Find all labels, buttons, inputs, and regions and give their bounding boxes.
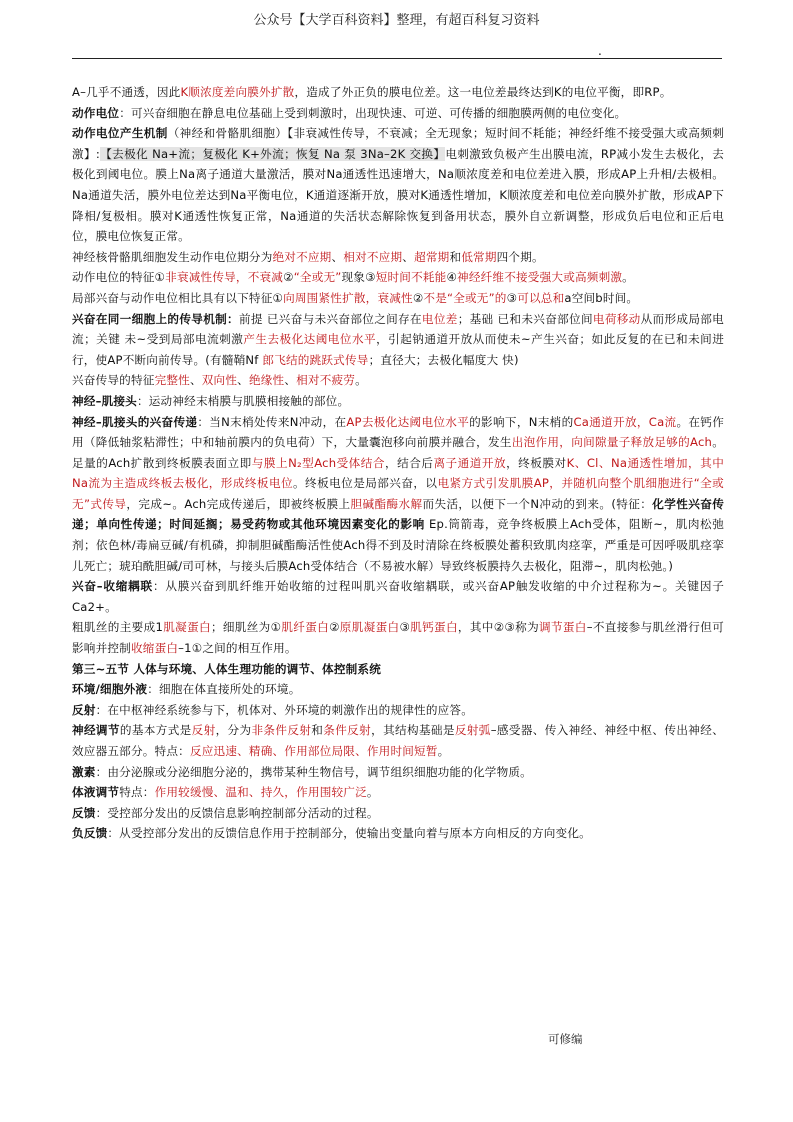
paragraph <box>72 412 724 577</box>
emphasis-text: 条件反射 <box>323 723 372 738</box>
body-text: ③ <box>399 620 411 635</box>
term-heading: 神经–肌接头 <box>72 393 137 408</box>
emphasis-text: 反射弧 <box>454 723 491 738</box>
body-text: （神经和骨骼肌细胞）【非衰减性传导，不衰减；全无现象；短时间不耗能；神经纤维不接受强大或高频刺激】: <box>72 126 724 161</box>
body-text: ：当N末梢处传来N冲动，在 <box>197 414 347 429</box>
paragraph <box>72 123 724 247</box>
header-dot-mark: . <box>598 44 602 58</box>
body-text: 。 <box>366 785 379 800</box>
page-footer: 可修编 <box>548 1032 583 1046</box>
emphasis-text: 郎飞结的跳跃式传导 <box>262 352 369 367</box>
emphasis-text: 向周围紧性扩散，衰减性 <box>283 290 413 305</box>
body-text: ② <box>283 270 294 285</box>
body-text: 神经核骨骼肌细胞发生动作电位期分为 <box>72 249 273 264</box>
term-heading: 负反馈 <box>72 826 108 841</box>
emphasis-text: 作用较缓慢、温和、持久，作用围较广泛 <box>154 785 367 800</box>
paragraph <box>72 700 724 721</box>
term-heading: 动作电位 <box>72 105 120 120</box>
term-heading: 反射 <box>72 702 96 717</box>
term-heading: 体液调节 <box>72 785 120 800</box>
paragraph <box>72 823 724 844</box>
term-heading: 神经–肌接头的兴奋传递 <box>72 414 198 429</box>
emphasis-text: 调节蛋白 <box>539 620 587 635</box>
emphasis-text: “全或无” <box>293 270 342 285</box>
emphasis-text: AP去极化达阈电位水平 <box>346 414 470 429</box>
body-text: –1①之间的相互作用。 <box>178 641 297 656</box>
body-text: 特点： <box>119 785 155 800</box>
body-text: A–几乎不通透，因此 <box>72 85 181 99</box>
body-text: 四个期。 <box>496 249 544 264</box>
paragraph <box>72 309 724 371</box>
emphasis-text: 低常期 <box>461 249 497 264</box>
body-text: 而失活，以便下一个N冲动的到来。(特征： <box>422 496 653 511</box>
highlighted-text: 【去极化 Na+流；复极化 K+外流；恢复 Na 泵 3Na–2K 交换】 <box>100 146 446 161</box>
paragraph <box>72 288 724 309</box>
body-text: 粗肌丝的主要成1 <box>72 620 164 635</box>
emphasis-text: 电位差 <box>421 311 458 326</box>
emphasis-text: 反应迅速、精确、作用部位局限、作用时间短暂 <box>189 744 438 758</box>
emphasis-text: Ca通道开放，Ca流 <box>573 414 677 429</box>
document-body <box>72 82 724 844</box>
body-text: ，终板膜对 <box>506 455 567 470</box>
body-text: 。 <box>355 373 367 388</box>
emphasis-text: 电荷移动 <box>592 311 641 326</box>
emphasis-text: 相对不疲劳 <box>296 373 356 388</box>
body-text: 和 <box>311 723 324 738</box>
paragraph <box>72 679 724 700</box>
paragraph <box>72 103 724 124</box>
body-text: 、 <box>237 373 249 388</box>
paragraph <box>72 659 724 680</box>
body-text: ；细肌丝为① <box>210 620 282 635</box>
body-text: Ep.筒箭毒，竞争终板膜上Ach受体，阻断~，肌肉松弛剂；依色林/毒扁豆碱/有机磷，抑制胆碱酯酶活性使Ach得不到及时清除在终板膜处蓄积致肌肉痉挛，严重是可因呼吸肌痉挛儿死亡；琥珀酰胆碱/司可林，与接头后膜Ach受体结合（不易被水解）导致终板膜持久去极化，阻滞~，肌肉松弛。) <box>72 517 724 573</box>
body-text: ：细胞在体直接所处的环境。 <box>147 682 301 697</box>
emphasis-text: 离子通道开放 <box>433 455 507 470</box>
emphasis-text: 可以总和 <box>517 290 565 305</box>
emphasis-text: 原肌凝蛋白 <box>339 620 400 635</box>
body-text: ；直径大；去极化幅度大 快) <box>368 352 519 367</box>
body-text: a空间b时间。 <box>564 290 639 305</box>
paragraph <box>72 762 724 783</box>
body-text: 的基本方式是 <box>119 723 192 738</box>
term-heading: 化学性兴奋传递；单向性传递；时间延搁；易受药物或其他环境因素变化的影响 <box>72 496 724 532</box>
header-rule <box>72 58 722 59</box>
emphasis-text: 胆碱酯酶水解 <box>350 496 423 511</box>
body-text: ：在中枢神经系统参与下，机体对、外环境的刺激作出的规律性的应答。 <box>95 702 473 717</box>
body-text: ③ <box>506 290 518 305</box>
body-text: 局部兴奋与动作电位相比具有以下特征① <box>72 290 284 305</box>
term-heading: 反馈 <box>72 805 96 820</box>
emphasis-text: 产生去极化达阈电位水平 <box>243 332 377 347</box>
body-text: 前提 已兴奋与未兴奋部位之间存在 <box>238 311 422 326</box>
body-text: 。 <box>437 744 450 758</box>
emphasis-text: 不是“全或无”的 <box>423 290 507 305</box>
body-text: ：运动神经末梢膜与肌膜相接触的部位。 <box>136 393 350 408</box>
body-text: 、 <box>284 373 297 388</box>
body-text: ，结合后 <box>385 455 434 470</box>
body-text: ；基础 已和未兴奋部位间 <box>457 311 593 326</box>
emphasis-text: 出泡作用，向间隙量子释放足够的Ach <box>511 435 713 450</box>
body-text: ，其结构基础是 <box>371 723 455 738</box>
body-text: ：受控部分发出的反馈信息影响控制部分活动的过程。 <box>95 805 379 820</box>
emphasis-text: 双向性 <box>201 373 238 388</box>
body-text: 、 <box>189 373 202 388</box>
body-text: ：可兴奋细胞在静息电位基础上受到刺激时，出现快速、可逆、可传播的细胞膜两侧的电位变化。 <box>119 105 627 120</box>
emphasis-text: 绝缘性 <box>248 373 285 388</box>
emphasis-text: K、Cl、Na通透性增加，其中Na流为主造成终板去极化，形成终板电位 <box>72 455 724 491</box>
emphasis-text: 反射 <box>191 723 216 738</box>
paragraph <box>72 617 724 658</box>
body-text: 。 <box>622 270 634 285</box>
body-text: –不直接参与肌丝滑行但可影响并控制 <box>72 620 724 656</box>
body-text: ：从受控部分发出的反馈信息作用于控制部分，使输出变量向着与原本方向相反的方向变化。 <box>107 826 591 841</box>
emphasis-text: 与膜上N₂型Ach受体结合 <box>251 455 385 470</box>
page-header: 公众号【大学百科资料】整理，有超百科复习资料 <box>253 13 540 28</box>
body-text: ，其中②③称为 <box>457 620 540 635</box>
body-text: ，完成~。Ach完成传递后，即被终板膜上 <box>126 496 351 511</box>
emphasis-text: 绝对不应期 <box>272 249 332 264</box>
body-text: ，造成了外正负的膜电位差。这一电位差最终达到K的电位平衡，即RP。 <box>294 85 672 99</box>
body-text: ④ <box>446 270 458 285</box>
term-heading: 激素 <box>72 764 96 779</box>
emphasis-text: 短时间不耗能 <box>375 270 447 285</box>
body-text: 。足量的Ach扩散到终板膜表面立即 <box>72 435 724 470</box>
paragraph <box>72 782 724 803</box>
emphasis-text: 肌钙蛋白 <box>410 620 458 635</box>
body-text: ，分为 <box>215 723 252 738</box>
body-text: ② <box>329 620 340 635</box>
body-text: ，引起钠通道开放从而使未~产生兴奋；如此反复的在已和未间进行，使AP不断向前传导。(有髓鞘Nf <box>72 332 725 367</box>
emphasis-text: 电紧方式引发肌膜AP，并随机向整个肌细胞进行“全或无”式传导 <box>72 476 724 511</box>
body-text: 、 <box>331 249 344 264</box>
body-text: 动作电位的特征① <box>72 270 166 285</box>
body-text: 、 <box>402 249 415 264</box>
paragraph <box>72 576 724 617</box>
emphasis-text: 神经纤维不接受强大或高频刺激 <box>457 270 623 285</box>
body-text: 。终板电位是局部兴奋，以 <box>293 476 438 491</box>
paragraph <box>72 391 724 412</box>
body-text: 从而形成局部电流；关键 未~受到局部电流刺激 <box>72 311 724 347</box>
term-heading: 神经调节 <box>72 723 120 738</box>
paragraph <box>72 803 724 824</box>
body-text: ② <box>412 290 424 305</box>
emphasis-text: K顺浓度差向膜外扩散 <box>180 85 295 99</box>
body-text: 和 <box>449 249 462 264</box>
emphasis-text: 相对不应期 <box>343 249 403 264</box>
body-text: 。在钙作用（降低轴浆粘滞性；中和轴前膜内的负电荷）下，大量囊泡移向前膜并融合，发生 <box>72 414 725 450</box>
paragraph <box>72 247 724 268</box>
body-text: ：由分泌腺或分泌细胞分泌的，携带某种生物信号，调节组织细胞功能的化学物质。 <box>95 764 532 779</box>
emphasis-text: 非衰减性传导，不衰减 <box>165 270 284 285</box>
paragraph <box>72 720 724 761</box>
body-text: 的影响下，N末梢的 <box>469 414 574 429</box>
emphasis-text: 完整性 <box>154 373 190 388</box>
body-text: 电刺激致负极产生出膜电流，RP减小发生去极化，去极化到阈电位。膜上Na离子通道大量激活，膜对Na通透性迅速增大，Na顺浓度差和电位差进入膜，形成AP上升相/去极相。Na通道失活，膜外电位差达到Na平衡电位，K通道逐渐开放，膜对K通透性增加，K顺浓度差和电位差向膜外扩散，形成AP下降相/复极相。膜对K通透性恢复正常，Na通道的失活状态解除恢复到备用状态，膜外自立新调整，形成负后电位和正后电位，膜电位恢复正常。 <box>72 146 725 244</box>
body-text: 兴奋传导的特征 <box>72 373 155 388</box>
body-text: ：从膜兴奋到肌纤维开始收缩的过程叫肌兴奋收缩耦联，或兴奋AP触发收缩的中介过程称为~。关键因子Ca2+。 <box>72 579 724 614</box>
paragraph <box>72 267 724 288</box>
term-heading: 动作电位产生机制 <box>72 126 168 141</box>
emphasis-text: 收缩蛋白 <box>130 641 179 656</box>
term-heading: 兴奋在同一细胞上的传导机制： <box>72 311 239 326</box>
paragraph <box>72 370 724 391</box>
body-text: –感受器、传入神经、神经中枢、传出神经、效应器五部分。特点： <box>72 723 724 758</box>
paragraph <box>72 82 724 103</box>
emphasis-text: 肌纤蛋白 <box>281 620 330 635</box>
term-heading: 第三~五节 人体与环境、人体生理功能的调节、体控制系统 <box>72 661 381 676</box>
body-text: 现象③ <box>341 270 376 285</box>
emphasis-text: 肌凝蛋白 <box>163 620 211 635</box>
emphasis-text: 超常期 <box>414 249 450 264</box>
term-heading: 环境/细胞外液 <box>72 682 148 697</box>
term-heading: 兴奋–收缩耦联 <box>72 579 153 594</box>
emphasis-text: 非条件反射 <box>251 723 312 738</box>
